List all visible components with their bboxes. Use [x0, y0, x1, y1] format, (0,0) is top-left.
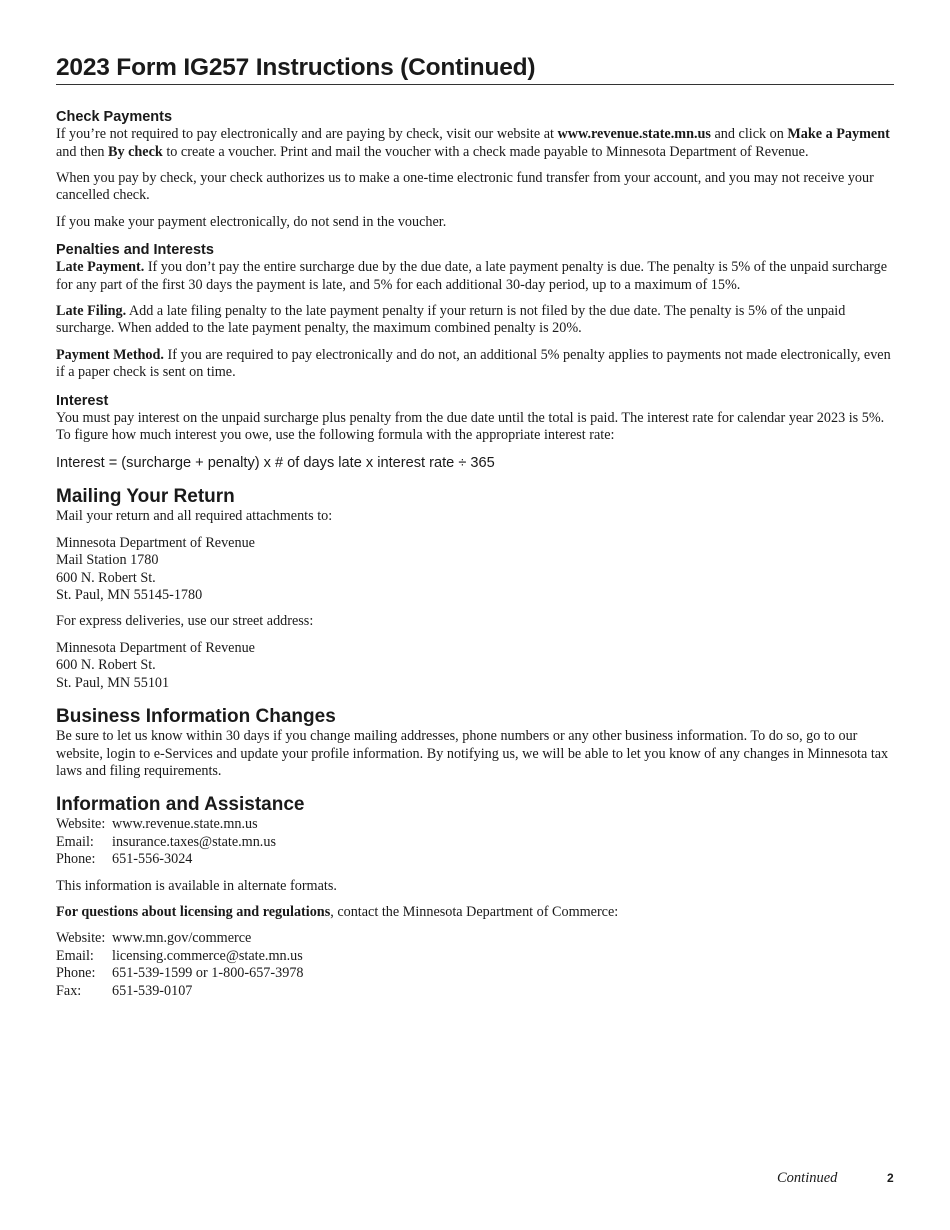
- commerce-phone: 651-539-1599 or 1-800-657-3978: [112, 965, 304, 982]
- late-filing-label: Late Filing.: [56, 303, 127, 320]
- revenue-contact-list: [56, 816, 894, 868]
- alternate-formats-note: This information is available in alternate formats.: [56, 877, 337, 894]
- revenue-website-link[interactable]: www.revenue.state.mn.us: [112, 816, 258, 833]
- contact-row: [56, 965, 894, 982]
- contact-row: [56, 930, 894, 947]
- payment-method-label: Payment Method.: [56, 346, 164, 363]
- commerce-fax: 651-539-0107: [112, 982, 193, 999]
- contact-row: [56, 983, 894, 1000]
- street-address: [56, 640, 894, 692]
- text-span: Add a late filing penalty to the late payment penalty if your return is not filed by the due date. The penalty is 5% of the unpaid surcharge. When added to the late payment penalty, the maximum combined penalty is 20%.: [56, 303, 846, 337]
- contact-label: Email:: [56, 833, 94, 850]
- assistance-heading: Information and Assistance: [56, 794, 305, 816]
- contact-label: Phone:: [56, 965, 96, 982]
- revenue-website-link[interactable]: www.revenue.state.mn.us: [557, 126, 711, 143]
- make-a-payment-label: Make a Payment: [787, 126, 890, 143]
- commerce-contact-list: [56, 930, 894, 1000]
- address-line: Minnesota Department of Revenue: [56, 534, 255, 551]
- contact-row: [56, 816, 894, 833]
- text-span: If you don’t pay the entire surcharge due by the due date, a late payment penalty is due. The penalty is 5% of the unpaid surcharge for any part of the first 30 days the payment is late, and 5% for each additional 30-day period, up to a maximum of 15%.: [56, 259, 888, 293]
- business-changes-paragraph: Be sure to let us know within 30 days if you change mailing addresses, phone numbers or any other business information. To do so, go to our website, login to e-Services and update your profile information. By notifying us, we will be able to let you know of any changes in Minnesota tax laws and filing requirements.: [56, 728, 889, 779]
- address-line: 600 N. Robert St.: [56, 657, 156, 674]
- continued-label: Continued: [777, 1170, 838, 1186]
- contact-row: [56, 948, 894, 965]
- late-filing-paragraph: [56, 303, 894, 338]
- mailing-intro: Mail your return and all required attachments to:: [56, 508, 333, 525]
- revenue-phone: 651-556-3024: [112, 851, 193, 868]
- page-footer: [0, 1170, 950, 1190]
- text-span: to create a voucher. Print and mail the voucher with a check made payable to Minnesota Department of Revenue.: [162, 143, 809, 160]
- address-line: St. Paul, MN 55101: [56, 674, 170, 691]
- licensing-paragraph: [56, 904, 894, 921]
- mailing-address: [56, 535, 894, 605]
- contact-label: Email:: [56, 947, 94, 964]
- contact-label: Fax:: [56, 982, 82, 999]
- check-payments-heading: Check Payments: [56, 109, 173, 126]
- by-check-label: By check: [108, 143, 163, 160]
- penalties-heading: Penalties and Interests: [56, 242, 214, 259]
- text-span: , contact the Minnesota Department of Commerce:: [330, 903, 619, 920]
- contact-row: [56, 851, 894, 868]
- check-payments-paragraph-1: [56, 126, 894, 161]
- contact-label: Website:: [56, 816, 106, 833]
- check-payments-paragraph-3: If you make your payment electronically, do not send in the voucher.: [56, 213, 447, 230]
- licensing-bold-text: For questions about licensing and regulations: [56, 903, 331, 920]
- commerce-email-link[interactable]: licensing.commerce@state.mn.us: [112, 947, 303, 964]
- address-line: St. Paul, MN 55145-1780: [56, 587, 203, 604]
- text-span: If you’re not required to pay electronically and are paying by check, visit our website at: [56, 126, 558, 143]
- contact-row: [56, 834, 894, 851]
- contact-label: Website:: [56, 930, 106, 947]
- address-line: Mail Station 1780: [56, 552, 159, 569]
- commerce-website-link[interactable]: www.mn.gov/commerce: [112, 930, 252, 947]
- text-span: If you are required to pay electronically and do not, an additional 5% penalty applies to payments not made electronically, even if a paper check is sent on time.: [56, 346, 891, 381]
- page-title: 2023 Form IG257 Instructions (Continued): [56, 54, 894, 85]
- text-span: and then: [56, 143, 109, 160]
- contact-label: Phone:: [56, 851, 96, 868]
- interest-heading: Interest: [56, 392, 109, 409]
- address-line: Minnesota Department of Revenue: [56, 639, 255, 656]
- interest-paragraph: You must pay interest on the unpaid surcharge plus penalty from the due date until the total is paid. The interest rate for calendar year 2023 is 5%. To figure how much interest you owe, use the following formula with the appropriate interest rate:: [56, 409, 885, 444]
- late-payment-label: Late Payment.: [56, 259, 145, 276]
- late-payment-paragraph: [56, 259, 894, 294]
- business-changes-heading: Business Information Changes: [56, 706, 336, 728]
- interest-formula: Interest = (surcharge + penalty) x # of days late x interest rate ÷ 365: [56, 455, 495, 472]
- text-span: and click on: [710, 126, 788, 143]
- address-line: 600 N. Robert St.: [56, 569, 156, 586]
- payment-method-paragraph: [56, 347, 894, 382]
- express-intro: For express deliveries, use our street address:: [56, 613, 314, 630]
- mailing-heading: Mailing Your Return: [56, 486, 235, 508]
- revenue-email-link[interactable]: insurance.taxes@state.mn.us: [112, 833, 276, 850]
- document-page: [56, 0, 894, 1000]
- check-payments-paragraph-2: When you pay by check, your check authorizes us to make a one-time electronic fund transfer from your account, and you may not receive your cancelled check.: [56, 169, 874, 204]
- page-number: 2: [887, 1171, 894, 1185]
